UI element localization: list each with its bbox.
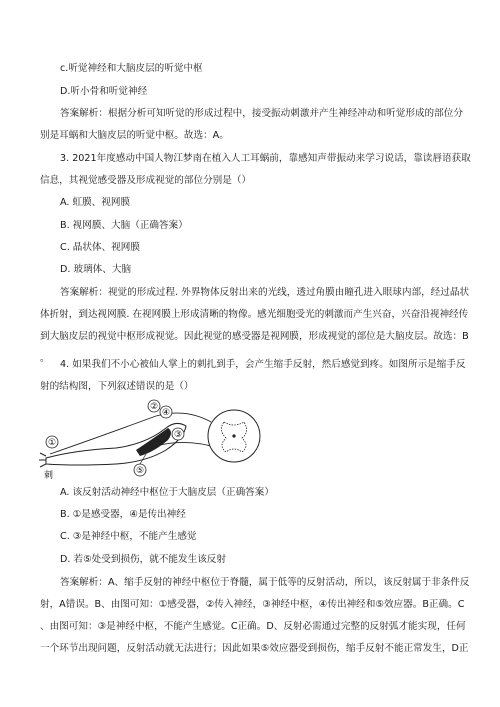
- label-1: [46, 436, 58, 448]
- q3-option-b: B. 视网膜、大脑（正确答案）: [60, 220, 188, 231]
- q4-option-a: A. 该反射活动神经中枢位于大脑皮层（正确答案）: [60, 487, 274, 498]
- answer-explanation-3-cont3: 。: [40, 353, 50, 364]
- answer-explanation-4-cont1: 射，A错误。B、由图可知：①感受器，②传入神经，③神经中枢，④传出神经和⑤效应器。B正确。C: [40, 599, 465, 610]
- q3-option-d: D. 玻璃体、大脑: [60, 264, 132, 275]
- q3-option-c: C. 晶状体、视网膜: [60, 242, 140, 253]
- question-4-cont: 射的结构图，下列叙述错误的是（）: [40, 381, 194, 392]
- answer-explanation-3-cont1: 体折射，到达视网膜. 在视网膜上形成清晰的物像。感光细胞受光的刺激而产生兴奋，兴奋沿视神经传: [40, 309, 469, 320]
- question-3-cont: 信息，其视觉感受器及形成视觉的部位分别是（）: [40, 175, 252, 186]
- reflex-arc-diagram: [36, 398, 266, 480]
- thorn-caption: 刺: [44, 471, 54, 480]
- fingers: [39, 453, 46, 467]
- answer-explanation-3-cont2: 到大脑皮层的视觉中枢形成视觉。因此视觉的感受器是视网膜，形成视觉的部位是大脑皮层。故选：B: [40, 331, 469, 342]
- answer-explanation-4-cont2: 、由图可知：③是神经中枢，不能产生感觉。C正确。D、反射必需通过完整的反射弧才能实现，任何: [40, 621, 466, 632]
- reflex-arc-figure: [36, 398, 266, 480]
- question-3: 3. 2021年度感动中国人物江梦南在植入人工耳蜗前，靠感知声带振动来学习说话，靠读唇语获取: [60, 153, 471, 164]
- svg-text:④: ④: [161, 408, 171, 418]
- option-c-prev: c.听觉神经和大脑皮层的听觉中枢: [60, 63, 203, 74]
- answer-explanation-3: 答案解析：视觉的形成过程. 外界物体反射出来的光线，透过角膜由瞳孔进入眼球内部，经过晶状: [60, 287, 470, 298]
- answer-explanation-4: 答案解析：A、缩手反射的神经中枢位于脊髓，属于低等的反射活动，所以，该反射属于非条件反: [60, 577, 470, 588]
- label-3: [172, 428, 184, 440]
- label-2: [148, 400, 160, 412]
- answer-explanation-2-cont: 别是耳蜗和大脑皮层的听觉中枢。故选：A。: [40, 130, 229, 141]
- q4-option-b: B. ①是感受器，④是传出神经: [60, 509, 186, 520]
- label-4: [160, 406, 172, 418]
- answer-explanation-4-cont3: 一个环节出现问题，反射活动就无法进行；因此如果⑤效应器受到损伤，缩手反射不能正常发生，D正: [40, 643, 469, 654]
- svg-text:①: ①: [47, 438, 57, 448]
- svg-text:③: ③: [173, 430, 183, 440]
- option-d-prev: D.听小骨和听觉神经: [60, 86, 148, 97]
- question-4: 4. 如果我们不小心被仙人掌上的刺扎到手，会产生缩手反射，然后感觉到疼。如图所示是缩手反: [60, 359, 466, 370]
- label-5: [134, 464, 146, 476]
- svg-text:⑤: ⑤: [135, 466, 145, 476]
- q4-option-d: D. 若⑤处受到损伤，就不能发生该反射: [60, 554, 226, 565]
- central-canal: [232, 434, 235, 437]
- q3-option-a: A. 虹膜、视网膜: [60, 197, 131, 208]
- q4-option-c: C. ③是神经中枢，不能产生感觉: [60, 531, 197, 542]
- svg-text:②: ②: [149, 402, 159, 412]
- answer-explanation-2: 答案解析：根据分析可知听觉的形成过程中，接受振动刺激并产生神经冲动和听觉形成的部位分: [60, 108, 463, 119]
